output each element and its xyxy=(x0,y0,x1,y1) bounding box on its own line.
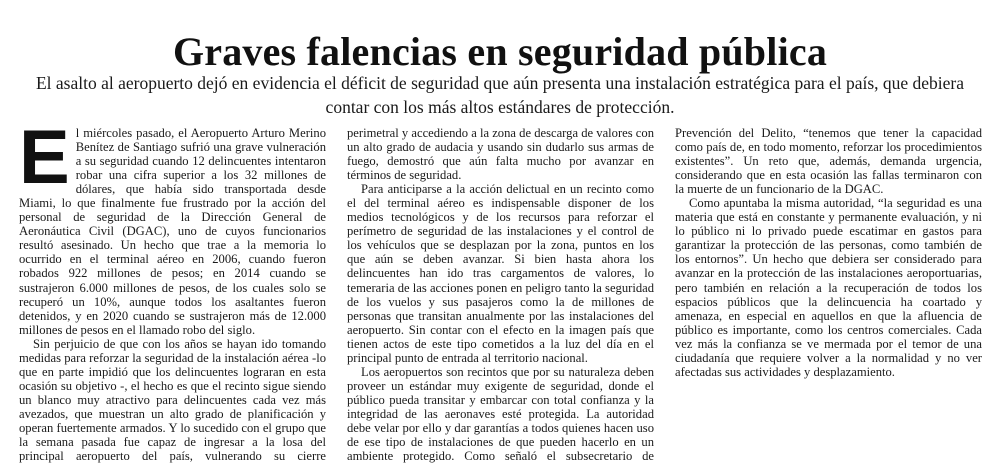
body-paragraph: Sin perjuicio de que con los años se hayan ido tomando medidas para reforzar la seguridad de la instalación aérea -lo que en parte impidió que los delincuentes lograran en esta ocasión su objetivo -, el hecho es que el recinto sigue siendo un blanco muy atractivo para delincuentes cada vez más avezados, que muestran un alto grado de planificación y operan fuertemente armados. Y lo sucedido con el grupo que la semana pasada fue capaz de ingresar a la losa del principal aeropuerto del país, vulnerando su cierre perimetral y accediendo a la zona de descarga de valores con un alto grado de audacia y usando sin dudarlo sus armas de fuego, demostró que aún falta mucho por avanzar en términos de seguridad. xyxy=(19,126,654,464)
body-paragraph: Los aeropuertos son recintos que por su naturaleza deben proveer un estándar muy exigente de seguridad, donde el público pueda transitar y embarcar con total confianza y la integridad de las aeronaves esté protegida. La autoridad debe velar por ello y dar garantías a todos quienes hacen uso de ese tipo de instalaciones de que pueden hacerlo en un ambiente protegido. Como señaló el subsecretario de Prevención del Delito, “tenemos que tener la capacidad como país de, en todo momento, reforzar los procedimientos existentes”. Un reto que, además, demanda urgencia, considerando que en esta ocasión las fallas terminaron con la muerte de un funcionario de la DGAC. xyxy=(347,126,982,464)
drop-cap: E xyxy=(19,115,70,200)
body-paragraph: Como apuntaba la misma autoridad, “la seguridad es una materia que está en constante y permanente evaluación, y ni lo público ni lo privado puede escatimar en gastos para garantizar la protección de las personas, como también de los entornos”. Un hecho que debiera ser considerado para avanzar en la protección de las instalaciones aeroportuarias, pero también en relación a la recuperación de todos los espacios públicos que la delincuencia ha coartado y amenaza, en especial en aquellos en que la afluencia de público es importante, como los centros comerciales. Cada vez más la confianza se ve mermada por el temor de una ciudadanía que requiere volver a la normalidad y no ver afectadas sus actividades y desplazamiento. xyxy=(675,196,982,379)
headline: Graves falencias en seguridad pública xyxy=(172,28,828,74)
first-paragraph xyxy=(19,115,326,337)
body-paragraph: Para anticiparse a la acción delictual en un recinto como el del terminal aéreo es indispensable disponer de los medios tecnológicos y de los recursos para reforzar el perímetro de seguridad de las instalaciones y el control de los vehículos que se desplazan por la zona, puntos en los que aún se deben avanzar. Si bien hasta ahora los delincuentes han ido tras cargamentos de valores, lo temeraria de las acciones ponen en peligro tanto la seguridad de los vuelos y sus pasajeros como la de millones de personas que transitan anualmente por las instalaciones del aeropuerto. Sin contar con el efecto en la imagen país que tienen actos de este tipo cometidos a la luz del día en el principal punto de entrada al territorio nacional. xyxy=(347,182,654,365)
first-paragraph-text: l miércoles pasado, el Aeropuerto Arturo Merino Benítez de Santiago sufrió una grave vulneración a su seguridad cuando 12 delincuentes intentaron robar una cifra superior a los 32 millones de dólares, que había sido transportada desde Miami, lo que finalmente fue frustrado por la acción del personal de seguridad de la Dirección General de Aeronáutica Civil (DGAC), uno de cuyos funcionarios resultó asesinado. Un hecho que trae a la memoria lo ocurrido en el terminal aéreo en 2006, cuando fueron robados 922 millones de pesos; en 2014 cuando se sustrajeron 6.000 millones de pesos, de los cuales solo se recuperó un 10%, aunque todos los asaltantes fueron detenidos, y en 2020 cuando se sustrajeron más de 12.000 millones de pesos en el llamado robo del siglo. xyxy=(19,126,326,337)
deck-subheadline: El asalto al aeropuerto dejó en evidencia el déficit de seguridad que aún presenta una instalación estratégica para el país, que debiera contar con los más altos estándares de protección. xyxy=(35,73,965,117)
article-body xyxy=(19,115,982,473)
